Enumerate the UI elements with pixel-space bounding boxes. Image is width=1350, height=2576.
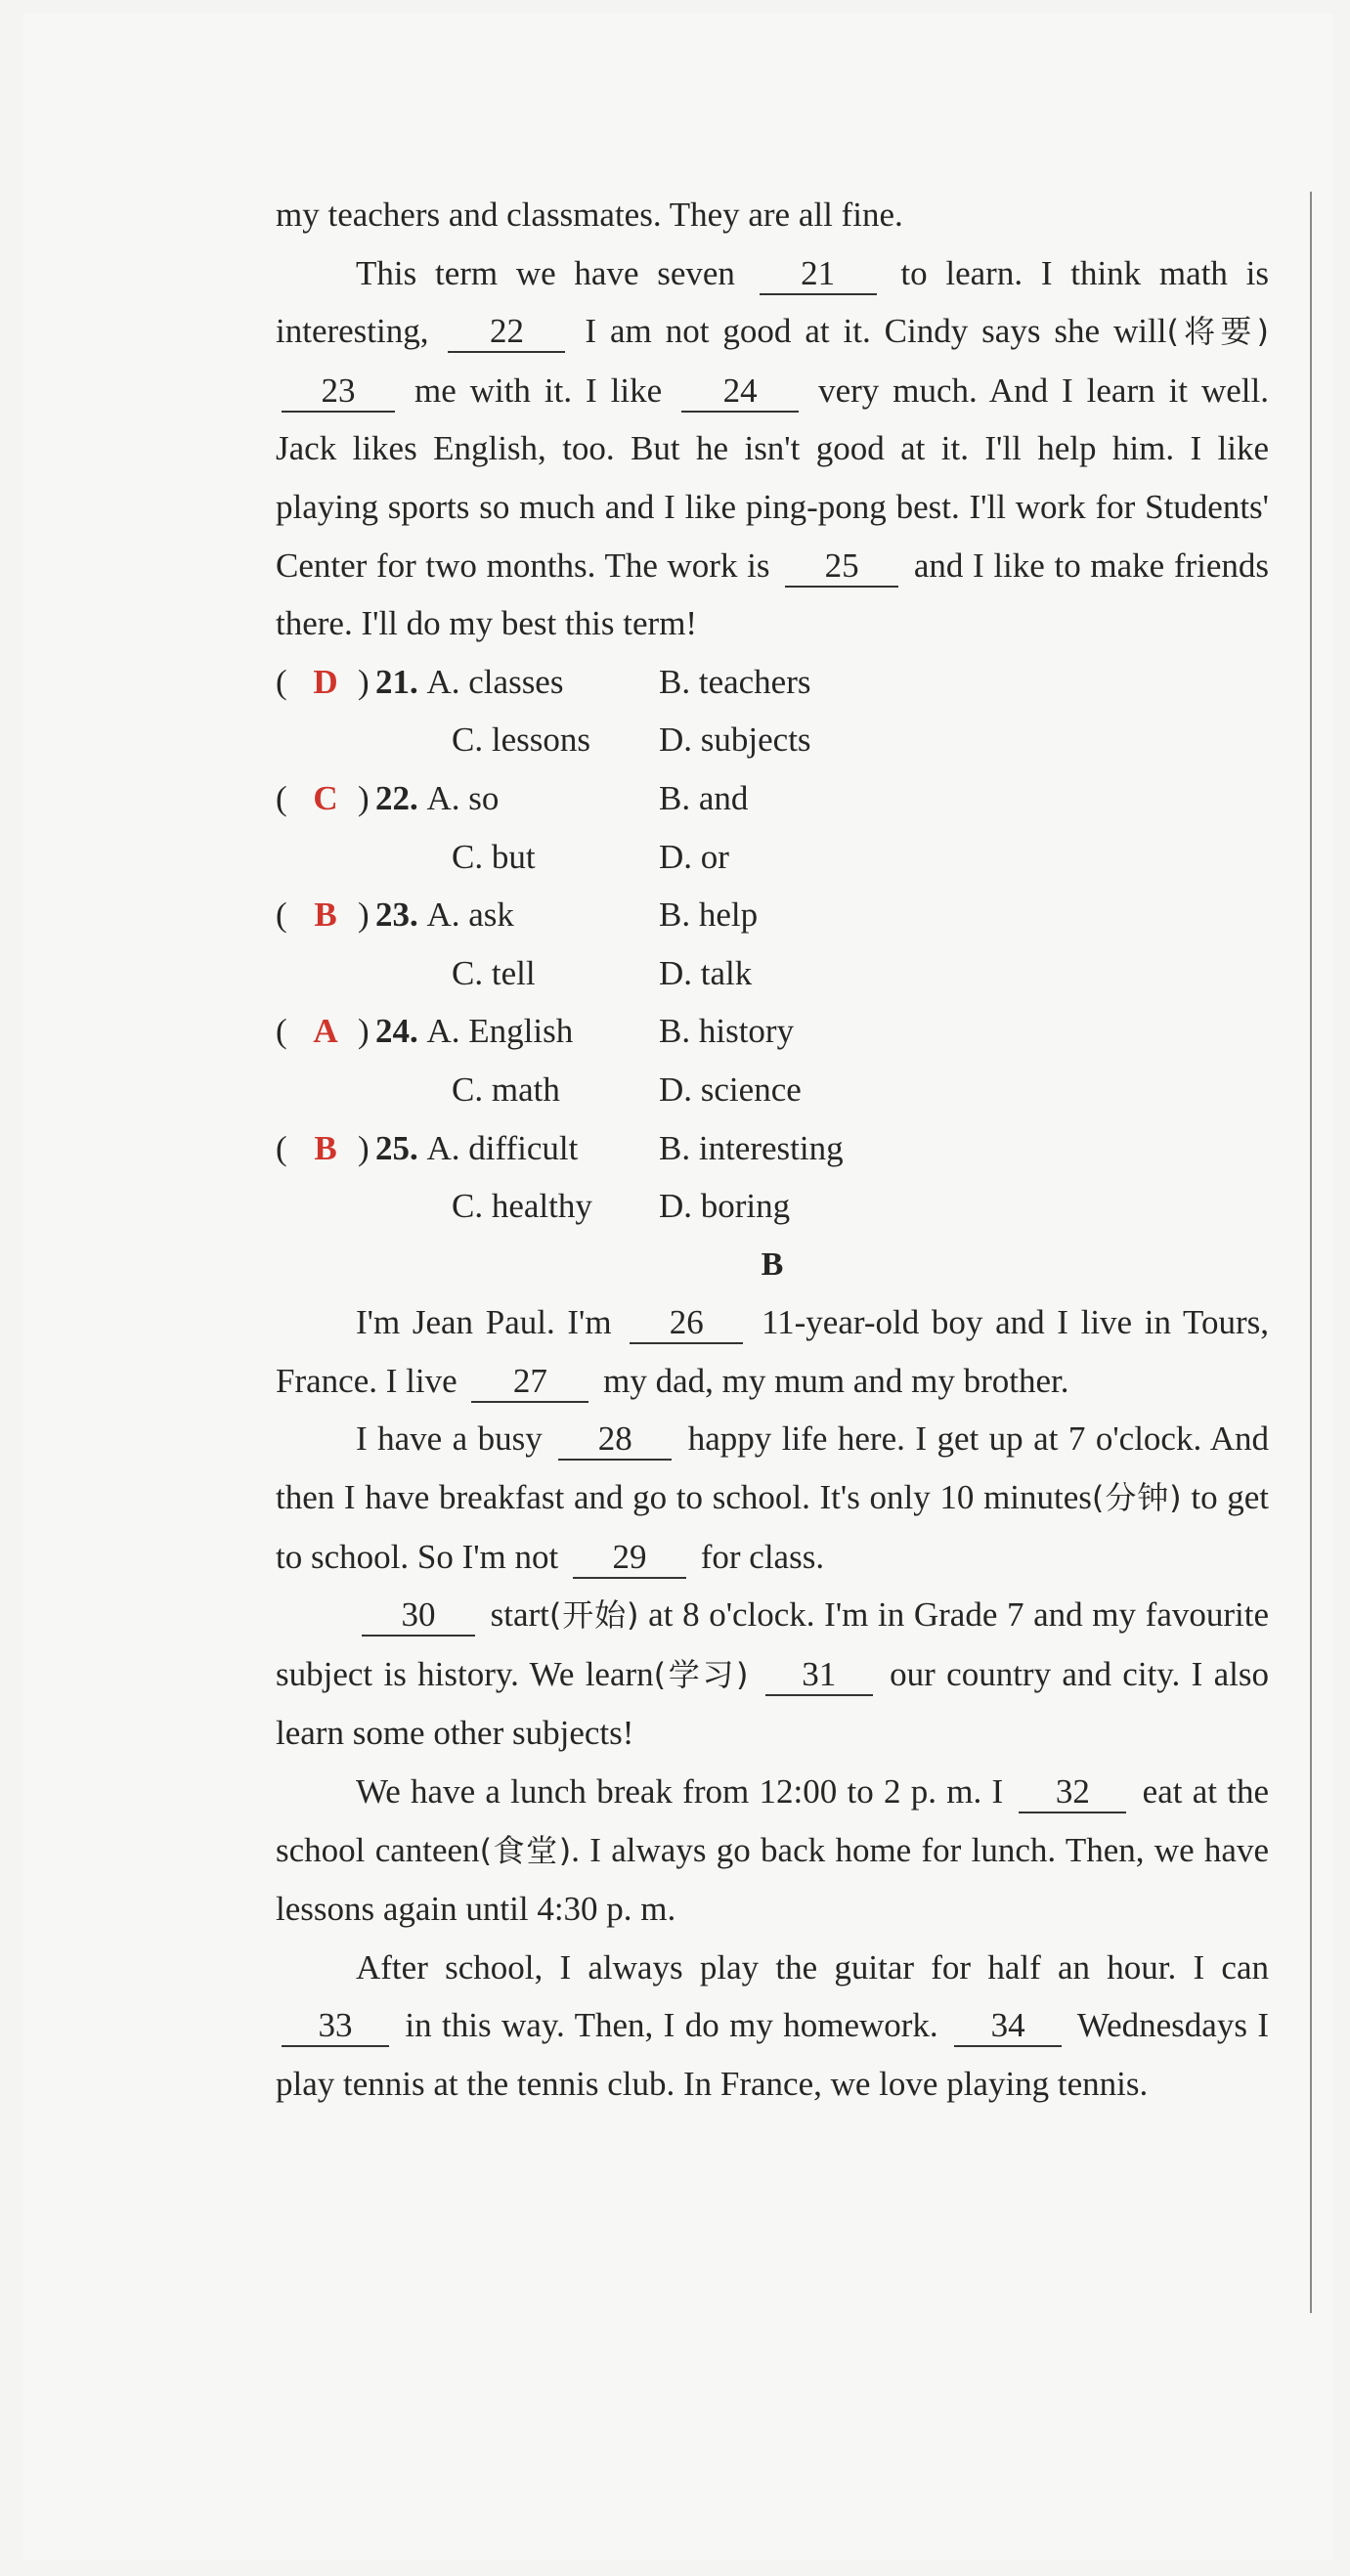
passage-b-paragraph-2: I have a busy 28 happy life here. I get up at 7 o'clock. And then I have breakfast and go to school. It's only 10 minutes(分钟) to get to school. So I'm not 29 for class. bbox=[276, 1410, 1269, 1586]
option-b: B. history bbox=[659, 1012, 795, 1051]
question-24: ( A ) 24. A. English B. history C. math D. science bbox=[276, 1002, 1269, 1118]
blank-23: 23 bbox=[282, 371, 395, 413]
option-a: A. English bbox=[426, 1012, 574, 1051]
option-b: B. help bbox=[659, 895, 759, 935]
blank-21: 21 bbox=[760, 254, 877, 295]
blank-25: 25 bbox=[785, 546, 898, 588]
blank-27: 27 bbox=[471, 1362, 588, 1403]
option-d: D. or bbox=[659, 837, 729, 876]
question-21: ( D ) 21. A. classes B. teachers C. lessons D. subjects bbox=[276, 653, 1269, 769]
option-b: B. interesting bbox=[659, 1128, 844, 1167]
blank-28: 28 bbox=[558, 1419, 672, 1461]
option-a: A. ask bbox=[426, 895, 514, 935]
option-c: C. tell bbox=[452, 953, 536, 992]
option-c: C. healthy bbox=[452, 1187, 592, 1226]
option-b: B. and bbox=[659, 778, 749, 817]
passage-b-paragraph-4: We have a lunch break from 12:00 to 2 p. m. I 32 eat at the school canteen(食堂). I always go back home for lunch. Then, we have lessons again until 4:30 p. m. bbox=[276, 1772, 1270, 1929]
question-list bbox=[276, 653, 1269, 1236]
option-b: B. teachers bbox=[659, 662, 811, 701]
option-a: A. classes bbox=[426, 662, 564, 701]
passage-a-paragraph: This term we have seven 21 to learn. I think math is interesting, 22 I am not good at it. Cindy says she will(将要) 23 me with it. I like 24 very much. And I learn it well. Jack likes English, too. But he isn't good at it. I'll help him. I like playing sports so much and I like ping-pong best. I'll work for Students' Center for two months. The work is 25 and I like to make friends there. I'll do my best this term! bbox=[276, 253, 1270, 643]
question-23: ( B ) 23. A. ask B. help C. tell D. talk bbox=[276, 886, 1269, 1002]
blank-26: 26 bbox=[630, 1303, 743, 1344]
passage-b-paragraph-3: 30 start(开始) at 8 o'clock. I'm in Grade 7 and my favourite subject is history. We learn(学习) 31 our country and city. I also learn some other subjects! bbox=[276, 1595, 1269, 1753]
answer-24: A bbox=[313, 1012, 338, 1051]
option-c: C. lessons bbox=[452, 720, 590, 760]
answer-21: D bbox=[313, 662, 338, 701]
answer-23: B bbox=[314, 895, 337, 935]
option-d: D. science bbox=[659, 1070, 802, 1109]
blank-34: 34 bbox=[954, 2006, 1062, 2047]
blank-31: 31 bbox=[765, 1655, 873, 1696]
blank-24: 24 bbox=[681, 371, 799, 413]
option-c: C. but bbox=[452, 837, 536, 876]
option-c: C. math bbox=[452, 1070, 560, 1109]
margin-rule bbox=[1310, 192, 1312, 2313]
blank-29: 29 bbox=[573, 1538, 686, 1579]
answer-25: B bbox=[314, 1128, 337, 1167]
section-b-heading: B bbox=[761, 1245, 784, 1283]
option-d: D. boring bbox=[659, 1187, 791, 1226]
option-a: A. so bbox=[426, 778, 500, 817]
option-d: D. subjects bbox=[659, 720, 811, 760]
option-d: D. talk bbox=[659, 953, 753, 992]
passage-b-paragraph-1: I'm Jean Paul. I'm 26 11-year-old boy and I live in Tours, France. I live 27 my dad, my mum and my brother. bbox=[276, 1293, 1269, 1410]
blank-22: 22 bbox=[448, 312, 565, 353]
blank-33: 33 bbox=[282, 2006, 389, 2047]
blank-32: 32 bbox=[1019, 1772, 1126, 1813]
exercise-content bbox=[276, 186, 1269, 2114]
answer-22: C bbox=[313, 778, 338, 817]
blank-30: 30 bbox=[362, 1595, 475, 1637]
option-a: A. difficult bbox=[426, 1128, 579, 1167]
passage-a-line: my teachers and classmates. They are all fine. bbox=[276, 196, 903, 234]
question-22: ( C ) 22. A. so B. and C. but D. or bbox=[276, 769, 1269, 886]
question-25: ( B ) 25. A. difficult B. interesting C. healthy D. boring bbox=[276, 1119, 1269, 1236]
passage-b-paragraph-5: After school, I always play the guitar for half an hour. I can 33 in this way. Then, I do my homework. 34 Wednesdays I play tennis at the tennis club. In France, we love playing tennis. bbox=[276, 1947, 1269, 2103]
